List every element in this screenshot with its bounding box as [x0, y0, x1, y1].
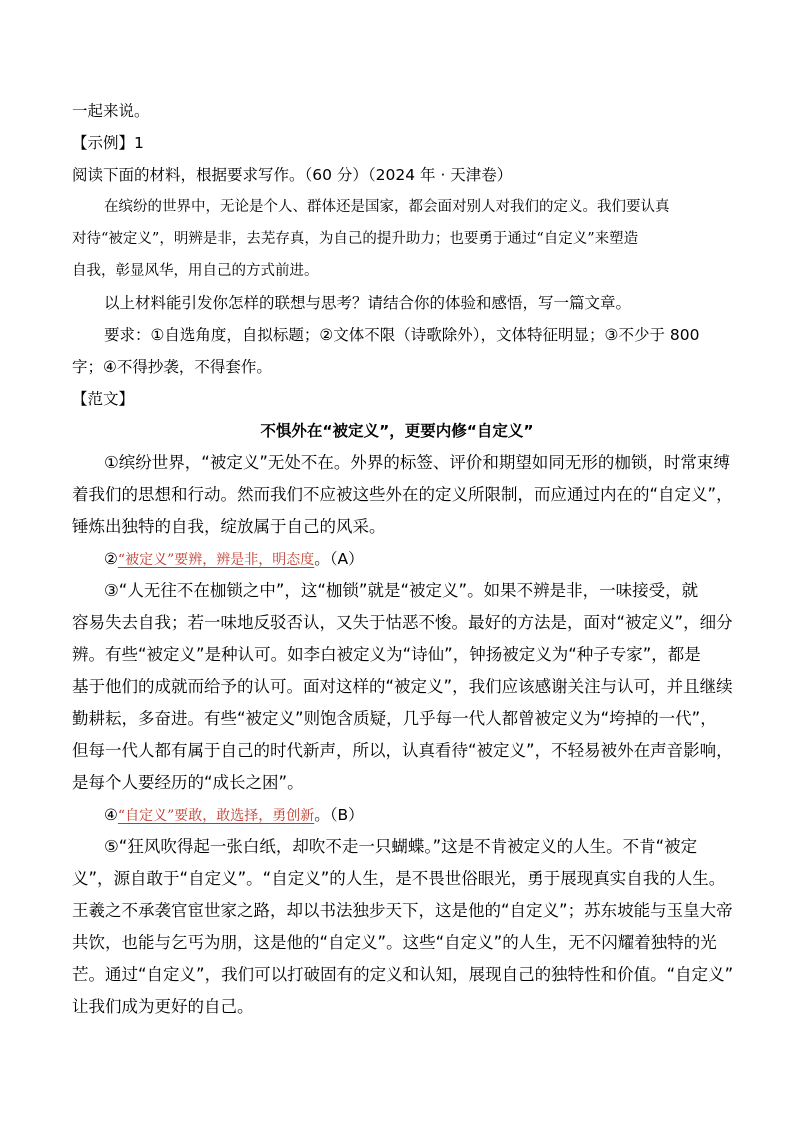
paragraph-line: 王羲之不承袭官宦世家之路，却以书法独步天下，这是他的“自定义”；苏东坡能与玉皇大帝	[72, 901, 733, 920]
paragraph-line: 让我们成为更好的自己。	[72, 997, 254, 1016]
text-line: 一起来说。	[72, 102, 150, 120]
thesis-line-b	[104, 805, 364, 826]
requirements-line: 字；④不得抄袭，不得套作。	[72, 358, 272, 376]
paragraph-number: ②	[104, 550, 118, 568]
thesis-marker: 。（A）	[314, 550, 364, 568]
requirements-line: 要求：①自选角度，自拟标题；②文体不限（诗歌除外），文体特征明显；③不少于 800	[104, 326, 700, 344]
material-line: 在缤纷的世界中，无论是个人、群体还是国家，都会面对别人对我们的定义。我们要认真	[104, 199, 670, 215]
paragraph-line: ①缤纷世界，“被定义”无处不在。外界的标签、评价和期望如同无形的枷锁，时常束缚	[104, 453, 730, 472]
highlighted-thesis: “被定义”要辨，辨是非，明态度	[117, 552, 315, 568]
highlighted-thesis: “自定义”要敢，敢选择，勇创新	[117, 808, 315, 824]
paragraph-line: 勤耕耘，多奋进。有些“被定义”则饱含质疑，几乎每一代人都曾被定义为“垮掉的一代”，	[72, 709, 717, 728]
thesis-marker: 。（B）	[314, 806, 364, 824]
paragraph-line: 是每个人要经历的“成长之困”。	[72, 773, 304, 792]
paragraph-number: ④	[104, 806, 118, 824]
paragraph-line: 着我们的思想和行动。然而我们不应被这些外在的定义所限制，而应通过内在的“自定义”，	[72, 485, 733, 504]
paragraph-line: 基于他们的成就而给予的认可。面对这样的“被定义”，我们应该感谢关注与认可，并且继续	[72, 677, 733, 696]
paragraph-line: 芒。通过“自定义”，我们可以打破固有的定义和认知，展现自己的独特性和价值。“自定义”	[72, 965, 734, 984]
material-line: 对待“被定义”，明辨是非，去芜存真，为自己的提升助力；也要勇于通过“自定义”来塑造	[72, 231, 639, 247]
paragraph-line: 但每一代人都有属于自己的时代新声，所以，认真看待“被定义”，不轻易被外在声音影响，	[72, 741, 733, 760]
material-line: 自我，彰显风华，用自己的方式前进。	[72, 263, 319, 279]
essay-title: 不惧外在“被定义”，更要内修“自定义”	[260, 422, 534, 440]
paragraph-line: 容易失去自我；若一味地反驳否认，又失于怙恶不悛。最好的方法是，面对“被定义”，细分	[72, 613, 733, 632]
example-heading: 【示例】1	[72, 134, 144, 152]
paragraph-line: 共饮，也能与乞丐为朋，这是他的“自定义”。这些“自定义”的人生，无不闪耀着独特的光	[72, 933, 717, 952]
paragraph-line: 锤炼出独特的自我，绽放属于自己的风采。	[72, 517, 386, 536]
prompt-question: 以上材料能引发你怎样的联想与思考？请结合你的体验和感悟，写一篇文章。	[104, 294, 632, 312]
sample-heading: 【范文】	[72, 390, 135, 408]
paragraph-line: 义”，源自敢于“自定义”。“自定义”的人生，是不畏世俗眼光，勇于展现真实自我的人生。	[72, 869, 726, 888]
paragraph-line: 辨。有些“被定义”是种认可。如李白被定义为“诗仙”，钟扬被定义为“种子专家”，都是	[72, 645, 701, 664]
paragraph-line: ③“人无往不在枷锁之中”，这“枷锁”就是“被定义”。如果不辨是非，一味接受，就	[104, 581, 699, 600]
prompt-intro: 阅读下面的材料，根据要求写作。（60 分）（2024 年 · 天津卷）	[72, 166, 513, 184]
thesis-line-a	[104, 549, 364, 570]
paragraph-line: ⑤“狂风吹得起一张白纸，却吹不走一只蝴蝶。”这是不肯被定义的人生。不肯“被定	[104, 837, 698, 856]
